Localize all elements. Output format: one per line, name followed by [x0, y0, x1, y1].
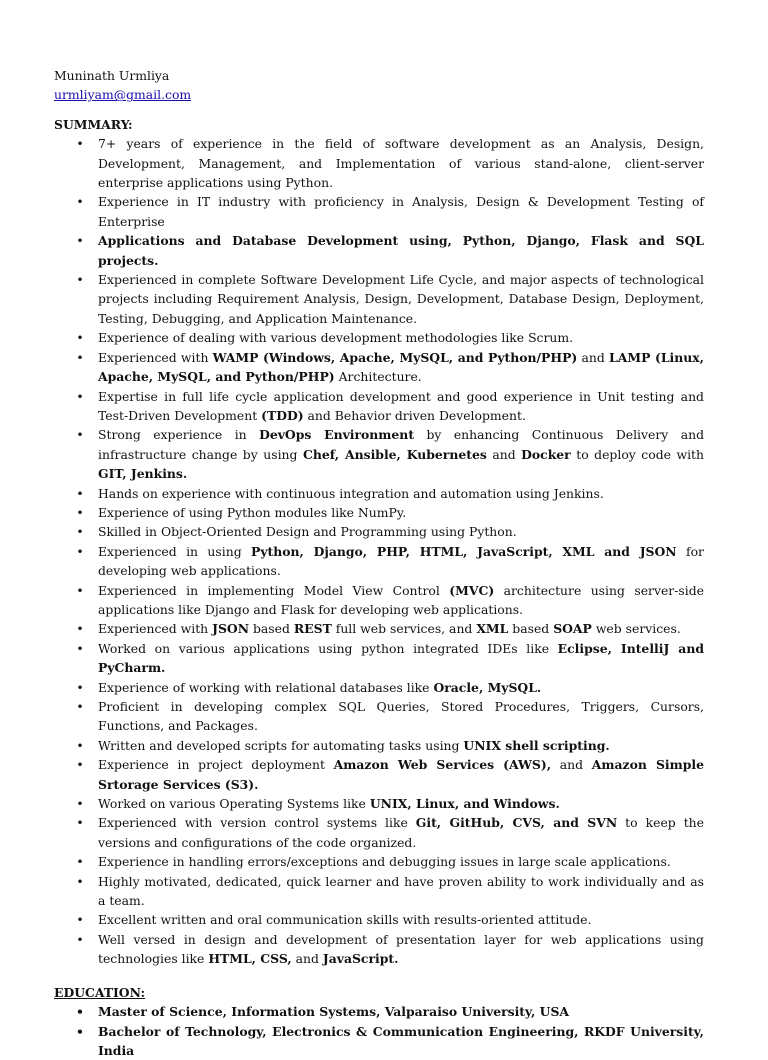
summary-item-text: Expertise in full life cycle application development and good experience in Unit testing and Test-Driven Development — [98, 389, 704, 423]
summary-item-text: Worked on various applications using python integrated IDEs like — [98, 641, 558, 656]
summary-item-text: to keep the versions and configurations of the code organized. — [98, 815, 704, 849]
summary-item-bold-text: WAMP (Windows, Apache, MySQL, and Python/PHP) — [213, 350, 578, 365]
summary-item-bold-text: GIT, Jenkins. — [98, 466, 187, 481]
summary-item — [54, 930, 704, 969]
summary-item-text: Proficient in developing complex SQL Queries, Stored Procedures, Triggers, Cursors, Functions, and Packages. — [98, 699, 704, 733]
summary-item-text: Experience in handling errors/exceptions and debugging issues in large scale applications. — [98, 854, 671, 869]
summary-item-text: Skilled in Object-Oriented Design and Programming using Python. — [98, 524, 517, 539]
bullet-icon: • — [74, 348, 86, 367]
bullet-icon: • — [74, 852, 86, 871]
bullet-icon: • — [74, 697, 86, 716]
summary-item-text: Architecture. — [335, 369, 422, 384]
bullet-icon: • — [74, 678, 86, 697]
email-link[interactable]: urmliyam@gmail.com — [54, 87, 191, 102]
summary-item — [54, 192, 704, 231]
summary-item — [54, 736, 704, 755]
bullet-icon: • — [74, 794, 86, 813]
education-item — [54, 1022, 704, 1060]
summary-item-text: Experience in IT industry with proficiency in Analysis, Design & Development Testing of Enterprise — [98, 194, 704, 228]
bullet-icon: • — [74, 872, 86, 891]
summary-item-text: Experienced with — [98, 350, 213, 365]
bullet-icon: • — [74, 1022, 86, 1041]
summary-item-text: and — [577, 350, 609, 365]
summary-item-bold-text: Amazon Simple Srtorage Services (S3). — [98, 757, 704, 791]
summary-item-bold-text: DevOps Environment — [259, 427, 414, 442]
summary-item — [54, 522, 704, 541]
bullet-icon: • — [74, 619, 86, 638]
summary-item — [54, 542, 704, 581]
summary-item-text: Experience of dealing with various development methodologies like Scrum. — [98, 330, 573, 345]
summary-item-text: 7+ years of experience in the field of software development as an Analysis, Design, Development, Management, and Implementation of various stand-alone, client-server enterprise applications using Python. — [98, 136, 704, 190]
summary-item-text: for developing web applications. — [98, 544, 704, 578]
summary-item-text: and — [292, 951, 323, 966]
summary-item — [54, 387, 704, 426]
summary-item-text: and — [487, 447, 521, 462]
bullet-icon: • — [74, 1002, 86, 1021]
summary-item-text: Experience in project deployment — [98, 757, 334, 772]
education-heading: EDUCATION: — [54, 983, 704, 1002]
education-item — [54, 1002, 704, 1021]
summary-item — [54, 639, 704, 678]
summary-item — [54, 425, 704, 483]
summary-item-text: and Behavior driven Development. — [304, 408, 526, 423]
bullet-icon: • — [74, 542, 86, 561]
summary-item-bold-text: HTML, CSS, — [208, 951, 291, 966]
summary-item-bold-text: (MVC) — [449, 583, 494, 598]
summary-item-text: Highly motivated, dedicated, quick learner and have proven ability to work individually and as a team. — [98, 874, 704, 908]
summary-item-bold-text: SOAP — [553, 621, 592, 636]
summary-item-bold-text: (TDD) — [261, 408, 303, 423]
summary-item — [54, 134, 704, 192]
summary-item-bold-text: Applications and Database Development using, Python, Django, Flask and SQL projects. — [98, 233, 704, 267]
bullet-icon: • — [74, 639, 86, 658]
summary-list — [54, 134, 704, 968]
bullet-icon: • — [74, 270, 86, 289]
bullet-icon: • — [74, 425, 86, 444]
summary-item-bold-text: JavaScript. — [323, 951, 399, 966]
bullet-icon: • — [74, 522, 86, 541]
summary-item-text: based — [249, 621, 294, 636]
summary-item-bold-text: JSON — [212, 621, 249, 636]
bullet-icon: • — [74, 813, 86, 832]
summary-item-text: Experienced with version control systems like — [98, 815, 416, 830]
bullet-icon: • — [74, 134, 86, 153]
summary-item-text: full web services, and — [332, 621, 477, 636]
summary-item-text: and — [551, 757, 592, 772]
summary-item-text: by enhancing Continuous Delivery and infrastructure change by using — [98, 427, 704, 461]
summary-item-text: to deploy code with — [571, 447, 704, 462]
resume-page — [54, 66, 704, 1060]
bullet-icon: • — [74, 231, 86, 250]
summary-item-bold-text: LAMP (Linux, Apache, MySQL, and Python/PHP) — [98, 350, 704, 384]
summary-item — [54, 348, 704, 387]
summary-item-text: based — [508, 621, 553, 636]
bullet-icon: • — [74, 755, 86, 774]
bullet-icon: • — [74, 484, 86, 503]
education-item-text: Master of Science, Information Systems, Valparaiso University, USA — [98, 1004, 569, 1019]
summary-item — [54, 794, 704, 813]
summary-item-text: Worked on various Operating Systems like — [98, 796, 370, 811]
bullet-icon: • — [74, 930, 86, 949]
summary-item — [54, 503, 704, 522]
summary-item-bold-text: REST — [294, 621, 332, 636]
summary-item — [54, 619, 704, 638]
summary-item — [54, 697, 704, 736]
summary-item-bold-text: Git, GitHub, CVS, and SVN — [416, 815, 617, 830]
summary-item-text: architecture using server-side applications like Django and Flask for developing web applications. — [98, 583, 704, 617]
email-line — [54, 85, 704, 104]
education-item-text: Bachelor of Technology, Electronics & Communication Engineering, RKDF University, India — [98, 1024, 704, 1058]
summary-item — [54, 813, 704, 852]
summary-item-text: Well versed in design and development of presentation layer for web applications using technologies like — [98, 932, 704, 966]
bullet-icon: • — [74, 387, 86, 406]
summary-item — [54, 872, 704, 911]
summary-item — [54, 484, 704, 503]
summary-item-bold-text: Chef, Ansible, Kubernetes — [303, 447, 487, 462]
summary-item — [54, 910, 704, 929]
summary-item-text: Excellent written and oral communication skills with results-oriented attitude. — [98, 912, 591, 927]
summary-item-bold-text: Oracle, MySQL. — [433, 680, 541, 695]
bullet-icon: • — [74, 328, 86, 347]
education-list — [54, 1002, 704, 1060]
summary-item-text: Experience of working with relational databases like — [98, 680, 433, 695]
summary-item-bold-text: Docker — [521, 447, 571, 462]
summary-item-text: Written and developed scripts for automating tasks using — [98, 738, 463, 753]
summary-item-bold-text: Python, Django, PHP, HTML, JavaScript, XML and JSON — [251, 544, 677, 559]
summary-item-text: Experienced with — [98, 621, 212, 636]
summary-item — [54, 678, 704, 697]
summary-item-bold-text: Eclipse, IntelliJ and PyCharm. — [98, 641, 704, 675]
summary-item-bold-text: UNIX shell scripting. — [463, 738, 609, 753]
bullet-icon: • — [74, 192, 86, 211]
summary-item — [54, 270, 704, 328]
summary-item-bold-text: XML — [476, 621, 508, 636]
summary-item-text: Experienced in implementing Model View Control — [98, 583, 449, 598]
summary-item-text: web services. — [592, 621, 681, 636]
candidate-name: Muninath Urmliya — [54, 66, 704, 85]
bullet-icon: • — [74, 736, 86, 755]
summary-item-text: Strong experience in — [98, 427, 259, 442]
summary-item — [54, 755, 704, 794]
summary-item-text: Experience of using Python modules like NumPy. — [98, 505, 406, 520]
bullet-icon: • — [74, 503, 86, 522]
summary-item-bold-text: Amazon Web Services (AWS), — [334, 757, 551, 772]
bullet-icon: • — [74, 910, 86, 929]
summary-item — [54, 852, 704, 871]
summary-item-text: Experienced in complete Software Development Life Cycle, and major aspects of technological projects including Requirement Analysis, Design, Development, Database Design, Deployment, Testing, Debugging, and Application Maintenance. — [98, 272, 704, 326]
summary-item — [54, 581, 704, 620]
summary-heading: SUMMARY: — [54, 115, 704, 134]
summary-item-bold-text: UNIX, Linux, and Windows. — [370, 796, 560, 811]
summary-item — [54, 231, 704, 270]
summary-item-text: Experienced in using — [98, 544, 251, 559]
bullet-icon: • — [74, 581, 86, 600]
summary-item — [54, 328, 704, 347]
summary-item-text: Hands on experience with continuous integration and automation using Jenkins. — [98, 486, 604, 501]
